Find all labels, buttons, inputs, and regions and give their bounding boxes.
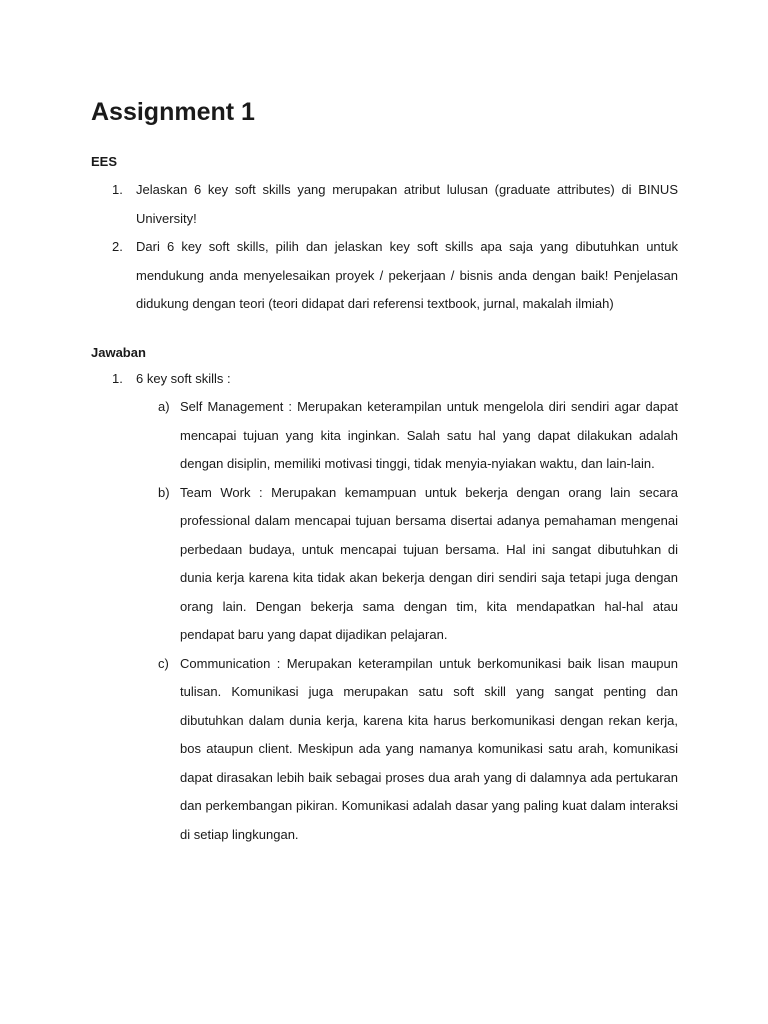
soft-skill-text: Team Work : Merupakan kemampuan untuk bekerja dengan orang lain secara professional dalam mencapai tujuan bersama disertai adanya pemahaman mengenai perbedaan budaya, untuk mencapai tujuan bersama. Hal ini sangat dibutuhkan di dunia kerja karena kita tidak akan bekerja dengan diri sendiri saja tetapi juga dengan orang lain. Dengan bekerja sama dengan tim, kita mendapatkan hal-hal atau pendapat baru yang dapat dijadikan pelajaran.	[180, 484, 678, 642]
soft-skill-item	[136, 479, 678, 650]
question-number: 2.	[112, 239, 123, 254]
answer-item	[91, 365, 678, 850]
document-title: Assignment 1	[91, 98, 255, 126]
soft-skill-text: Communication : Merupakan keterampilan untuk berkomunikasi baik lisan maupun tulisan. Komunikasi juga merupakan satu soft skill yang sangat penting dan dibutuhkan dalam dunia kerja, karena kita harus berkomunikasi dengan rekan kerja, bos ataupun client. Meskipun ada yang namanya komunikasi satu arah, komunikasi dapat dirasakan lebih baik sebagai proses dua arah yang di dalamnya ada pertukaran dan perkembangan pikiran. Komunikasi adalah dasar yang paling kuat dalam interaksi di setiap lingkungan.	[180, 655, 678, 842]
soft-skill-list	[136, 393, 678, 849]
soft-skill-text: Self Management : Merupakan keterampilan untuk mengelola diri sendiri agar dapat mencapai tujuan yang kita inginkan. Salah satu hal yang dapat dilakukan adalah dengan disiplin, memiliki motivasi tinggi, tidak menyia-nyiakan waktu, dan lain-lain.	[180, 399, 678, 471]
answer-number: 1.	[112, 370, 123, 386]
section-heading-ees: EES	[91, 154, 118, 169]
question-item	[91, 176, 678, 233]
soft-skill-item	[136, 650, 678, 850]
section-heading-jawaban: Jawaban	[91, 344, 146, 360]
question-list	[91, 176, 678, 319]
question-item	[91, 233, 678, 319]
soft-skill-marker: a)	[158, 399, 170, 414]
question-number: 1.	[112, 182, 123, 197]
question-text: Jelaskan 6 key soft skills yang merupakan atribut lulusan (graduate attributes) di BINUS University!	[136, 182, 678, 226]
soft-skill-marker: c)	[158, 655, 169, 671]
answer-list	[91, 365, 678, 850]
soft-skill-item	[136, 393, 678, 479]
question-text: Dari 6 key soft skills, pilih dan jelaskan key soft skills apa saja yang dibutuhkan untuk mendukung anda menyelesaikan proyek / pekerjaan / bisnis anda dengan baik! Penjelasan didukung dengan teori (teori didapat dari referensi textbook, jurnal, makalah ilmiah)	[136, 239, 678, 311]
soft-skill-marker: b)	[158, 484, 170, 500]
answer-text: 6 key soft skills :	[136, 370, 231, 386]
